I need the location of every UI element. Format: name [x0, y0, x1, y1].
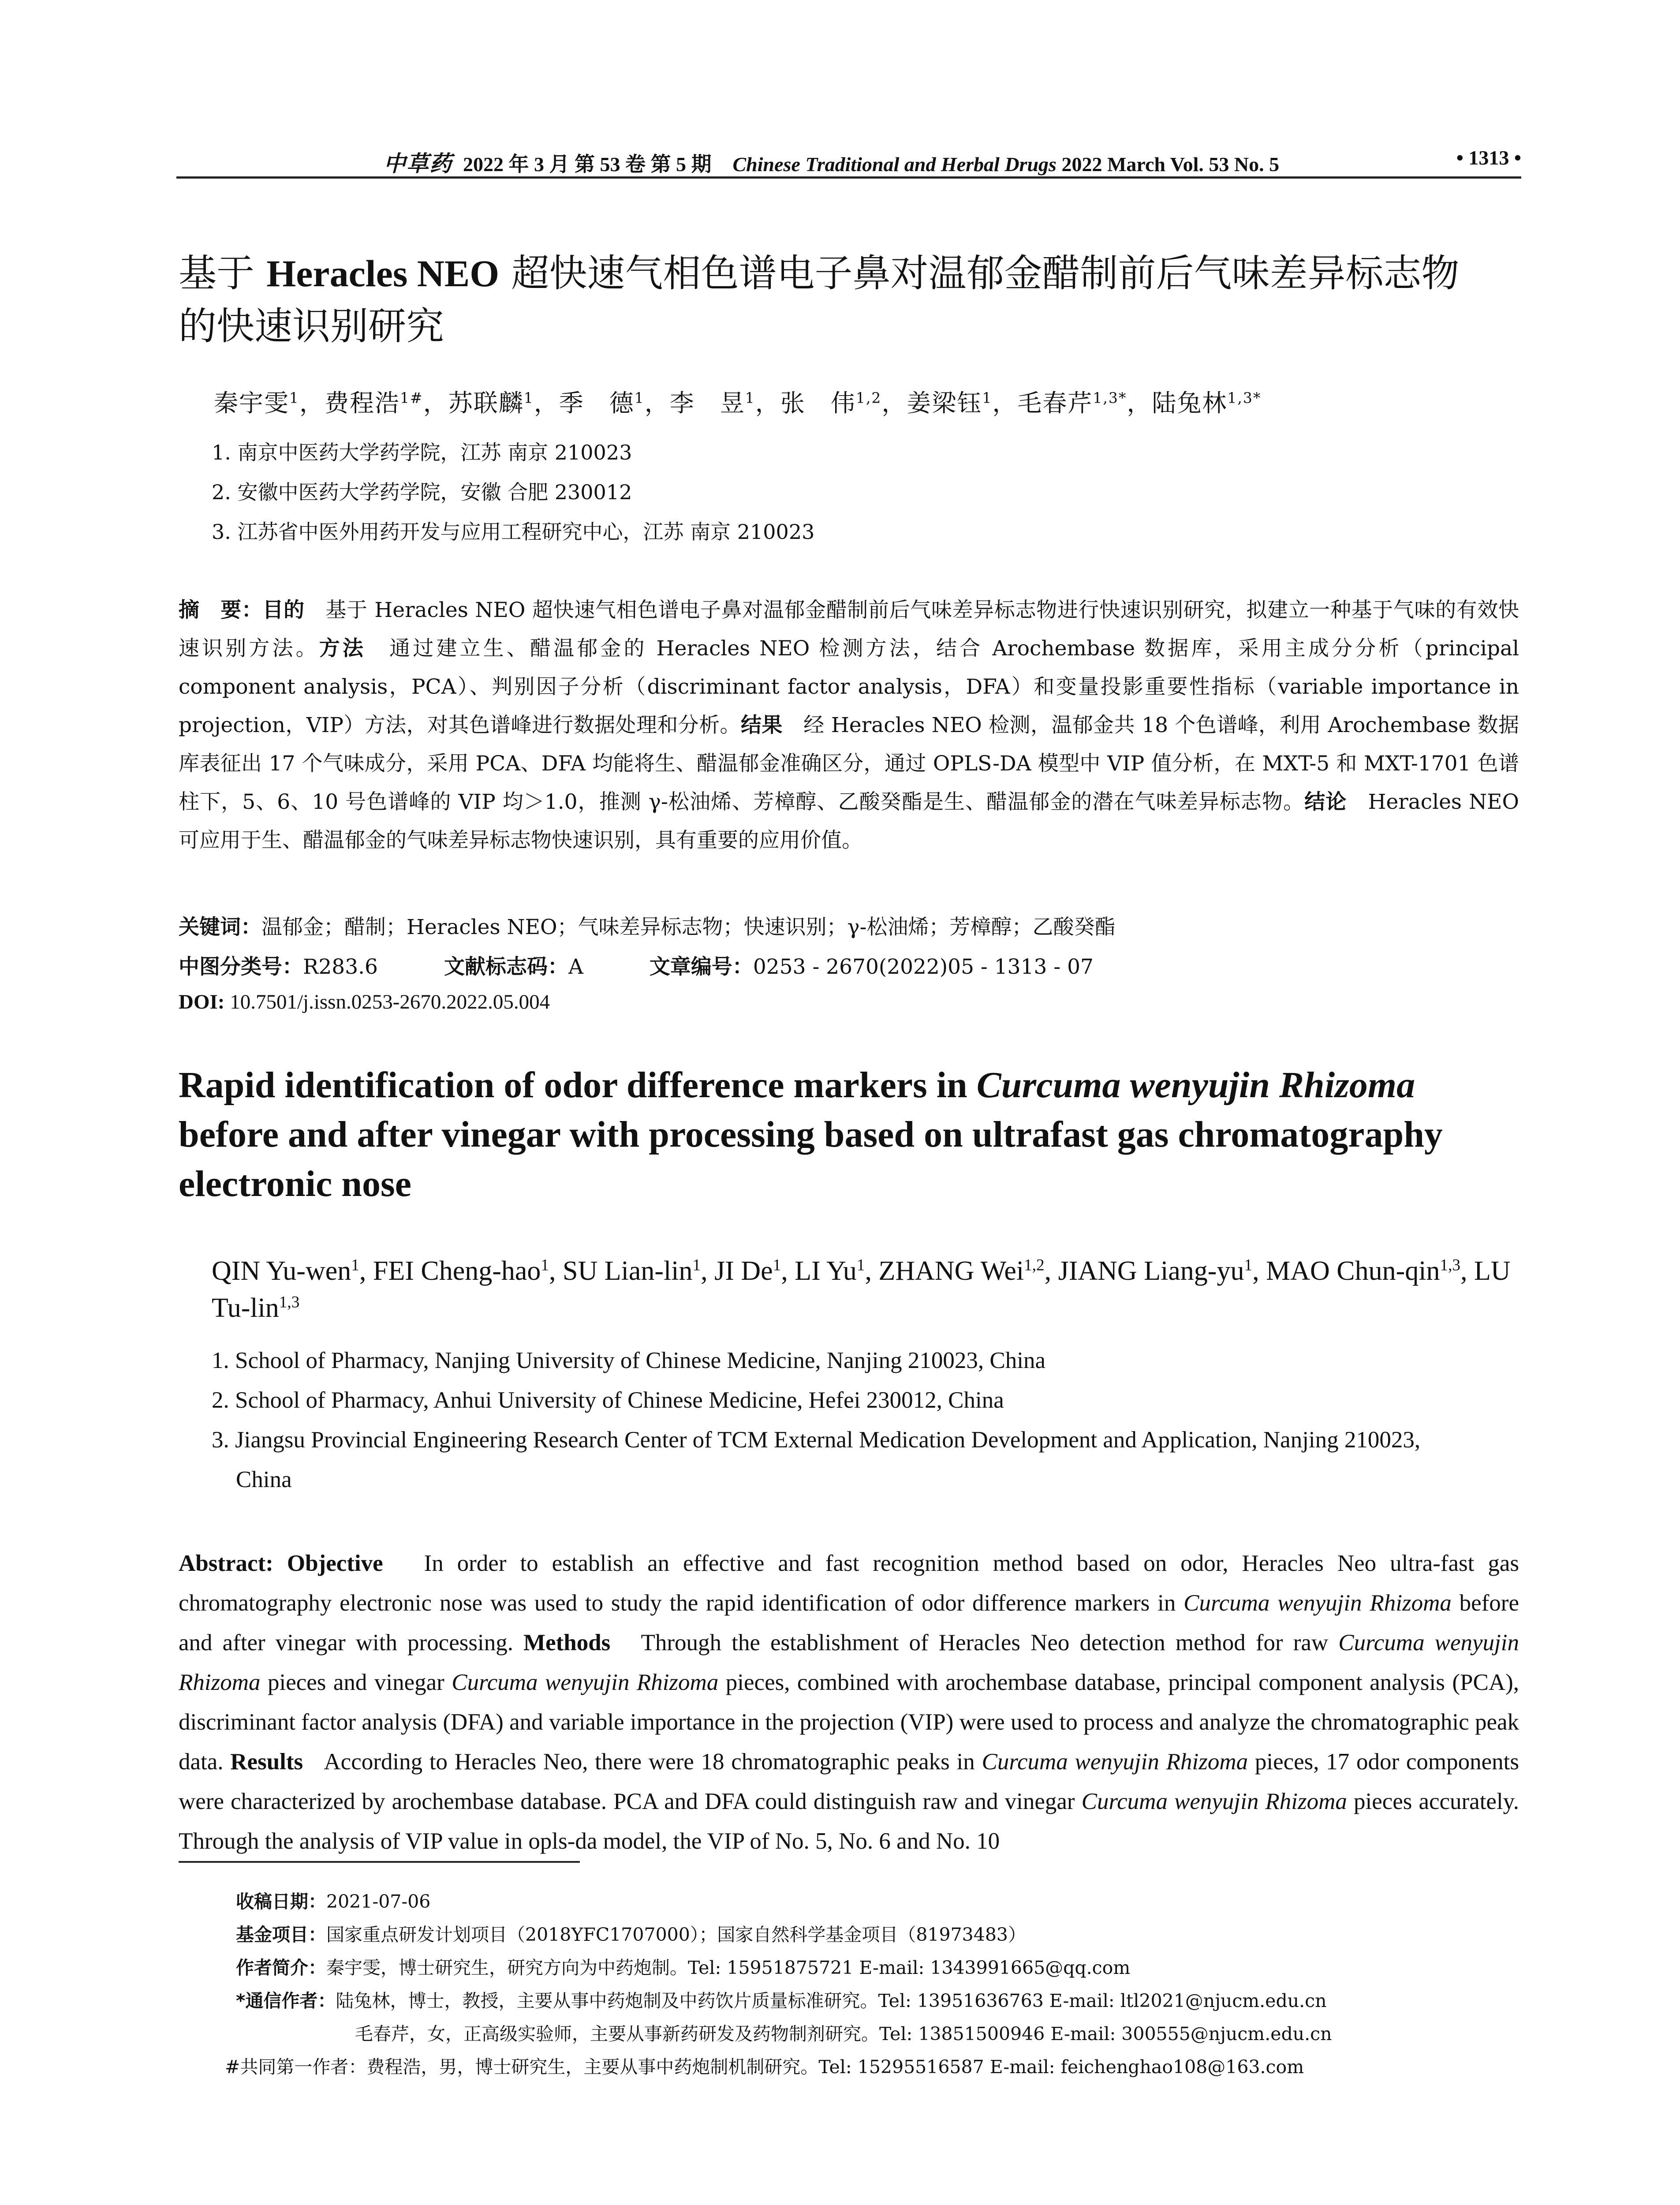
cn-author-separator: ，: [881, 389, 907, 417]
en-author-affiliation-mark: 1: [351, 1256, 359, 1274]
english-abstract: [179, 1544, 1519, 1861]
species-name: Curcuma wenyujin Rhizoma: [179, 1630, 1519, 1695]
corresponding-label: *通信作者：: [236, 1990, 336, 2011]
en-author-name: LU Tu-lin: [212, 1256, 1511, 1323]
footnote-corresponding: [236, 1984, 1515, 2018]
cn-author-name: 姜梁钰: [907, 389, 982, 417]
en-author-name: ZHANG Wei: [878, 1256, 1024, 1286]
chinese-author-list: [214, 384, 1515, 419]
fund-label: 基金项目：: [236, 1924, 326, 1945]
objective-text-cn: 基于 Heracles NEO 超快速气相色谱电子鼻对温郁金醋制前后气味差异标志物进行快速识别研究，拟建立一种基于气味的有效快速识别方法。: [179, 598, 1519, 661]
keywords-line: [179, 911, 1115, 940]
cn-author-separator: ，: [992, 389, 1018, 417]
chinese-abstract: [179, 591, 1519, 860]
doc-code-label: 文献标志码：: [444, 955, 568, 979]
issue-date-cn: 2022 年 3 月 第 53 卷 第 5 期: [463, 153, 712, 176]
journal-name-en: Chinese Traditional and Herbal Drugs: [732, 153, 1057, 176]
doi-value: 10.7501/j.issn.0253-2670.2022.05.004: [224, 990, 550, 1013]
issue-date-en: 2022 March Vol. 53 No. 5: [1061, 153, 1280, 176]
doi-line: [179, 990, 550, 1014]
running-header: [176, 143, 1521, 174]
page-number: • 1313 •: [1456, 146, 1521, 169]
methods-label-en: Methods: [523, 1630, 611, 1656]
footnote-author-bio: [236, 1951, 1515, 1984]
footnote-received: [236, 1885, 1515, 1918]
chinese-title: [179, 247, 1479, 353]
cn-author-affiliation-mark: 1#: [400, 389, 423, 407]
objective-text-en: In order to establish an effective and fast recognition method based on odor, Heracles Neo ultra-fast gas chromatography electronic nose was used to study the rapid identification of odor difference markers in: [179, 1551, 1519, 1616]
methods-text-cn: 通过建立生、醋温郁金的 Heracles NEO 检测方法，结合 Arochembase 数据库，采用主成分分析（principal component analysis，PCA）、判别因子分析（discriminant factor analysis，DFA）和变量投影重要性指标（variable importance in projection，VIP）方法，对其色谱峰进行数据处理和分析。: [179, 636, 1519, 737]
en-author-separator: ,: [865, 1256, 879, 1286]
received-date: 2021-07-06: [326, 1891, 431, 1912]
cn-author-affiliation-mark: 1: [634, 389, 645, 407]
english-affiliation-3-cont: China: [236, 1467, 292, 1492]
cn-author-affiliation-mark: 1: [289, 389, 300, 407]
chinese-title-instrument: Heracles NEO: [266, 252, 500, 295]
cn-author-affiliation-mark: 1: [523, 389, 534, 407]
running-header-center: [384, 146, 1279, 178]
english-affiliation-3: 3. Jiangsu Provincial Engineering Research Center of TCM External Medication Development and Application, Nanjing 210023,: [212, 1427, 1421, 1453]
chinese-title-rest: 超快速气相色谱电子鼻对温郁金醋制前后气味差异标志物的快速识别研究: [179, 251, 1460, 348]
keywords-text: 温郁金；醋制；Heracles NEO；气味差异标志物；快速识别；γ-松油烯；芳樟醇；乙酸癸酯: [261, 915, 1116, 939]
corresponding-author-1: 陆兔林，博士，教授，主要从事中药炮制及中药饮片质量标准研究。Tel: 13951636763 E-mail: ltl2021@njucm.edu.cn: [336, 1990, 1327, 2011]
english-affiliation-2: 2. School of Pharmacy, Anhui University of Chinese Medicine, Hefei 230012, China: [212, 1387, 1004, 1413]
en-author-affiliation-mark: 1: [541, 1256, 549, 1274]
footnote-rule: [179, 1861, 580, 1863]
conclusion-label-cn: 结论: [1304, 790, 1347, 814]
abstract-label-en: Abstract:: [179, 1551, 273, 1576]
doi-label: DOI:: [179, 990, 225, 1013]
abstract-label-cn: 摘 要：: [179, 598, 263, 622]
journal-name-cn: 中草药: [384, 150, 452, 176]
en-author-affiliation-mark: 1,3: [1440, 1256, 1460, 1274]
en-author-separator: ,: [1460, 1256, 1474, 1286]
chinese-affiliation-2: 2. 安徽中医药大学药学院，安徽 合肥 230012: [212, 480, 632, 504]
results-text-en-c: pieces accurately. Through the analysis of VIP value in opls-da model, the VIP of No. 5, No. 6 and No. 10: [179, 1789, 1519, 1854]
cn-author-name: 苏联麟: [448, 389, 524, 417]
english-affiliation-1: 1. School of Pharmacy, Nanjing University of Chinese Medicine, Nanjing 210023, China: [212, 1348, 1045, 1373]
en-author-affiliation-mark: 1,3: [279, 1293, 300, 1312]
cn-author-separator: ，: [1127, 389, 1152, 417]
results-text-cn: 经 Heracles NEO 检测，温郁金共 18 个色谱峰，利用 Arochembase 数据库表征出 17 个气味成分，采用 PCA、DFA 均能将生、醋温郁金准确区分，通过 OPLS-DA 模型中 VIP 值分析，在 MXT-5 和 MXT-1701 色谱柱下，5、6、10 号色谱峰的 VIP 均＞1.0，推测 γ-松油烯、芳樟醇、乙酸癸酯是生、醋温郁金的潜在气味差异标志物。: [179, 713, 1519, 814]
en-author-name: JI De: [714, 1256, 773, 1286]
cn-author-affiliation-mark: 1,3*: [1093, 389, 1127, 407]
header-rule: [176, 176, 1521, 179]
clc-value: R283.6: [303, 955, 378, 979]
methods-text-en-a: Through the establishment of Heracles Neo detection method for raw: [641, 1630, 1339, 1656]
bio-label: 作者简介：: [236, 1957, 326, 1978]
en-author-separator: ,: [781, 1256, 795, 1286]
cn-author-separator: ，: [423, 389, 448, 417]
cn-author-name: 陆兔林: [1152, 389, 1228, 417]
results-text-en-a: According to Heracles Neo, there were 18 chromatographic peaks in: [324, 1749, 982, 1775]
en-author-name: LI Yu: [795, 1256, 857, 1286]
cn-author-separator: ，: [534, 389, 559, 417]
cn-author-name: 毛春芹: [1017, 389, 1093, 417]
clc-label: 中图分类号：: [179, 955, 303, 979]
en-author-name: QIN Yu-wen: [212, 1256, 351, 1286]
en-author-affiliation-mark: 1: [1244, 1256, 1253, 1274]
english-title-prefix: Rapid identification of odor difference markers in: [179, 1065, 977, 1106]
en-author-affiliation-mark: 1: [692, 1256, 701, 1274]
results-label-en: Results: [230, 1749, 303, 1775]
chinese-affiliation-3: 3. 江苏省中医外用药开发与应用工程研究中心，江苏 南京 210023: [212, 520, 815, 544]
cn-author-separator: ，: [755, 389, 780, 417]
english-title: [179, 1061, 1523, 1209]
en-author-separator: ,: [359, 1256, 373, 1286]
received-label: 收稿日期：: [236, 1891, 326, 1912]
footnote-fund: [236, 1918, 1515, 1951]
chinese-affiliation-1: 1. 南京中医药大学药学院，江苏 南京 210023: [212, 441, 632, 464]
doc-code-value: A: [568, 955, 583, 979]
cn-author-separator: ，: [299, 389, 325, 417]
results-text-en-b: pieces, 17 odor components were characterized by arochembase database. PCA and DFA could distinguish raw and vinegar: [179, 1749, 1519, 1814]
en-author-separator: ,: [701, 1256, 715, 1286]
species-name: Curcuma wenyujin Rhizoma: [982, 1749, 1248, 1775]
cn-author-name: 李 昱: [669, 389, 745, 417]
conclusion-text-cn: Heracles NEO 可应用于生、醋温郁金的气味差异标志物快速识别，具有重要的应用价值。: [179, 790, 1519, 852]
english-author-list: [212, 1252, 1517, 1327]
classification-line: [179, 950, 1094, 980]
objective-label-cn: 目的: [262, 598, 305, 622]
english-title-species: Curcuma wenyujin Rhizoma: [976, 1065, 1415, 1106]
species-name: Curcuma wenyujin Rhizoma: [452, 1670, 719, 1695]
cn-author-name: 季 德: [559, 389, 635, 417]
methods-text-en-b: pieces and vinegar: [260, 1670, 452, 1695]
en-author-name: JIANG Liang-yu: [1058, 1256, 1244, 1286]
en-author-name: FEI Cheng-hao: [373, 1256, 541, 1286]
objective-tail-en: before and after vinegar with processing.: [179, 1590, 1519, 1656]
species-name: Curcuma wenyujin Rhizoma: [1183, 1590, 1452, 1616]
methods-text-en-c: pieces, combined with arochembase database, principal component analysis (PCA), discriminant factor analysis (DFA) and variable importance in the projection (VIP) were used to process and analyze the chromatographic peak data.: [179, 1670, 1519, 1775]
en-author-affiliation-mark: 1,2: [1024, 1256, 1045, 1274]
article-no-value: 0253 - 2670(2022)05 - 1313 - 07: [753, 955, 1094, 979]
en-author-affiliation-mark: 1: [773, 1256, 781, 1274]
methods-label-cn: 方法: [319, 636, 366, 661]
objective-label-en: Objective: [287, 1551, 383, 1576]
footnote-corresponding-2: 毛春芹，女，正高级实验师，主要从事新药研发及药物制剂研究。Tel: 13851500946 E-mail: 300555@njucm.edu.cn: [355, 2023, 1332, 2044]
footnotes: [225, 1885, 1515, 2084]
cn-author-name: 费程浩: [325, 389, 400, 417]
article-no-label: 文章编号：: [649, 955, 753, 979]
cn-author-name: 秦宇雯: [214, 389, 290, 417]
fund-text: 国家重点研发计划项目（2018YFC1707000）；国家自然科学基金项目（81973483）: [326, 1924, 1027, 1945]
cn-author-affiliation-mark: 1,2: [855, 389, 882, 407]
results-label-cn: 结果: [740, 713, 783, 737]
cn-author-separator: ，: [644, 389, 670, 417]
keywords-label: 关键词：: [179, 915, 261, 939]
cn-author-affiliation-mark: 1,3*: [1227, 389, 1262, 407]
en-author-separator: ,: [1252, 1256, 1266, 1286]
chinese-title-prefix: 基于: [179, 251, 267, 295]
english-title-rest: before and after vinegar with processing based on ultrafast gas chromatography electronic nose: [179, 1114, 1443, 1204]
en-author-affiliation-mark: 1: [856, 1256, 865, 1274]
en-author-separator: ,: [549, 1256, 563, 1286]
en-author-separator: ,: [1044, 1256, 1058, 1286]
en-author-name: SU Lian-lin: [562, 1256, 693, 1286]
species-name: Curcuma wenyujin Rhizoma: [1081, 1789, 1347, 1814]
footnote-cofirst: #共同第一作者：费程浩，男，博士研究生，主要从事中药炮制机制研究。Tel: 15295516587 E-mail: feichenghao108@163.com: [225, 2056, 1304, 2078]
en-author-name: MAO Chun-qin: [1266, 1256, 1440, 1286]
cn-author-affiliation-mark: 1: [982, 389, 993, 407]
bio-text: 秦宇雯，博士研究生，研究方向为中药炮制。Tel: 15951875721 E-mail: 1343991665@qq.com: [326, 1957, 1131, 1978]
cn-author-name: 张 伟: [780, 389, 856, 417]
cn-author-affiliation-mark: 1: [745, 389, 755, 407]
english-affiliations: [212, 1341, 1517, 1499]
